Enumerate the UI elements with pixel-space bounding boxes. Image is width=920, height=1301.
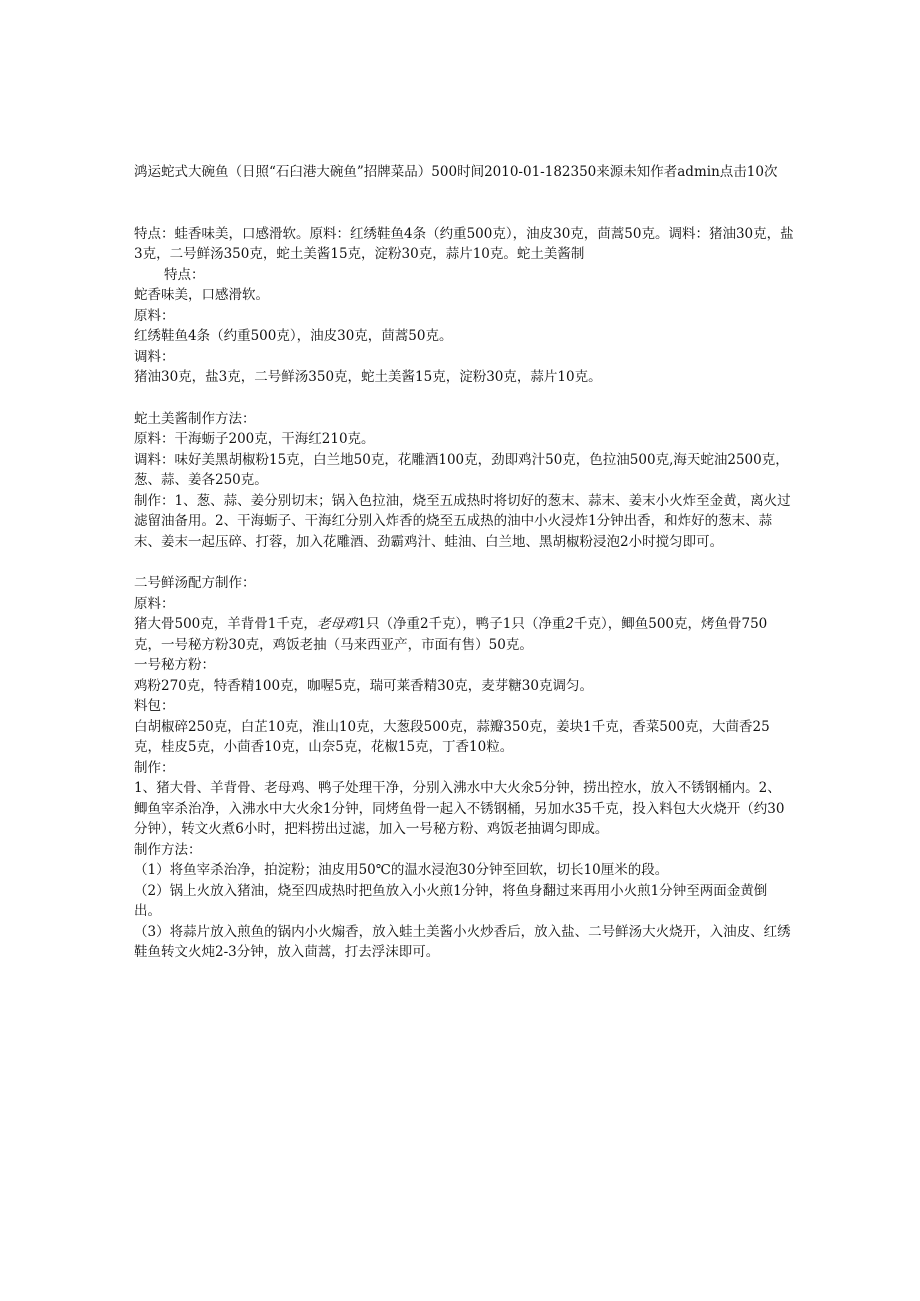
soup-ingredients-text [134, 614, 794, 655]
spacer [134, 552, 794, 573]
spice-bag-text: 白胡椒碎250克，白芷10克，淮山10克，大葱段500克，蒜瓣350克，姜块1千克，香菜500克，大茴香25克，桂皮5克，小茴香10克，山奈5克，花椒15克，丁香10粒。 [134, 718, 770, 755]
spice-bag-label: 料包： [134, 698, 175, 714]
soup-method-text: 1、猪大骨、羊背骨、老母鸡、鸭子处理干净，分别入沸水中大火氽5分钟，捞出控水，放入不锈钢桶内。2、鲫鱼宰杀治净，入沸水中大火氽1分钟，同烤鱼骨一起入不锈钢桶，另加水35千克，投入料包大火烧开（约30分钟），转文火煮6小时，把料捞出过滤，加入一号秘方粉、鸡饭老抽调匀即成。 [134, 780, 785, 837]
secret-powder-label: 一号秘方粉： [134, 657, 215, 673]
method-heading: 制作方法： [134, 841, 202, 858]
method-step-1: （1）将鱼宰杀治净，拍淀粉；油皮用50℃的温水浸泡30分钟至回软，切长10厘米的段。 [134, 862, 669, 878]
summary-paragraph: 特点：蛙香味美，口感滑软。原料：红绣鞋鱼4条（约重500克），油皮30克，茴蒿50克。调料：猪油30克，盐3克，二号鲜汤350克，蛇土美酱15克，淀粉30克，蒜片10克。蛇土美酱制 [134, 225, 794, 262]
features-text: 蛇香味美，口感滑软。 [134, 287, 269, 303]
sauce-ingredients: 原料：干海蛎子200克，干海红210克。 [134, 431, 375, 447]
soup-heading: 二号鲜汤配方制作： [134, 575, 256, 591]
soup-method-label: 制作： [134, 759, 175, 776]
features-heading: 特点： [164, 266, 205, 283]
soup-ingredients-italic2: 2 [565, 616, 574, 632]
soup-ingredients-part2: 1只（净重2千克），鸭子1只（净重 [357, 616, 566, 632]
soup-ingredients-part1: 猪大骨500克，羊背骨1千克， [134, 616, 317, 632]
method-step-2: （2）锅上火放入猪油，烧至四成热时把鱼放入小火煎1分钟，将鱼身翻过来再用小火煎1分钟至两面金黄倒出。 [134, 882, 768, 919]
document-page [134, 162, 794, 963]
soup-ingredients-label: 原料： [134, 595, 175, 612]
seasoning-text: 猪油30克，盐3克，二号鲜汤350克，蛇土美酱15克，淀粉30克，蒜片10克。 [134, 369, 602, 385]
ingredients-text: 红绣鞋鱼4条（约重500克），油皮30克，茴蒿50克。 [134, 328, 453, 344]
spacer [134, 388, 794, 409]
spacer [134, 183, 794, 224]
sauce-method: 制作：1、葱、蒜、姜分别切末；锅入色拉油，烧至五成热时将切好的葱末、蒜末、姜末小火炸至金黄，离火过滤留油备用。2、干海蛎子、干海红分别入炸香的烧至五成热的油中小火浸炸1分钟出香，和炸好的葱末、蒜末、姜末一起压碎、打蓉，加入花雕酒、劲霸鸡汁、蛙油、白兰地、黑胡椒粉浸泡2小时搅匀即可。 [134, 492, 791, 550]
document-title-line: 鸿运蛇式大碗鱼（日照“石臼港大碗鱼”招牌菜品）500时间2010-01-182350来源未知作者admin点击10次 [134, 164, 778, 180]
secret-powder-text: 鸡粉270克，特香精100克，咖喔5克，瑞可莱香精30克，麦芽糖30克调匀。 [134, 677, 593, 694]
soup-ingredients-part3: 千克），鲫鱼500克，烤鱼骨750克，一号秘方粉30克，鸡饭老抽（马来西亚产，市面有售）50克。 [134, 616, 768, 653]
soup-ingredients-italic: 老母鸡 [316, 616, 358, 632]
seasoning-heading: 调料： [134, 348, 175, 365]
sauce-seasoning: 调料：味好美黑胡椒粉15克，白兰地50克，花雕酒100克，劲即鸡汁50克，色拉油500克,海天蛇油2500克，葱、蒜、姜各250克。 [134, 451, 789, 488]
sauce-heading: 蛇土美酱制作方法： [134, 410, 256, 427]
ingredients-heading: 原料： [134, 307, 175, 324]
method-step-3: （3）将蒜片放入煎鱼的锅内小火煽香，放入蛙土美酱小火炒香后，放入盐、二号鲜汤大火烧开，入油皮、红绣鞋鱼转文火炖2-3分钟，放入茴蒿，打去浮沫即可。 [134, 923, 791, 960]
